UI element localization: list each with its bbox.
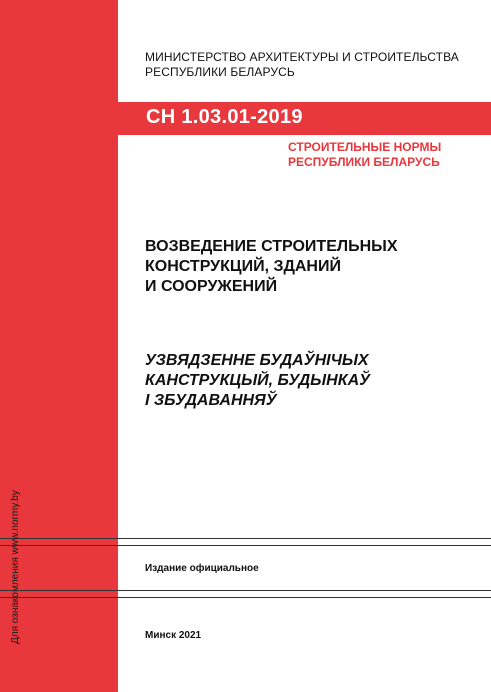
divider-line bbox=[0, 590, 491, 591]
edition-label: Издание официальное bbox=[145, 563, 259, 574]
ministry-line-1: МИНИСТЕРСТВО АРХИТЕКТУРЫ И СТРОИТЕЛЬСТВА bbox=[145, 50, 459, 64]
title-belarusian bbox=[145, 351, 370, 411]
title-ru-line-2: КОНСТРУКЦИЙ, ЗДАНИЙ bbox=[145, 258, 341, 275]
divider-line bbox=[0, 538, 491, 539]
title-by-line-1: УЗВЯДЗЕННЕ БУДАЎНІЧЫХ bbox=[145, 352, 369, 369]
ministry-line-2: РЕСПУБЛИКИ БЕЛАРУСЬ bbox=[145, 65, 295, 79]
divider-line bbox=[0, 597, 491, 598]
city-year-label: Минск 2021 bbox=[145, 630, 202, 641]
norms-line-1: СТРОИТЕЛЬНЫЕ НОРМЫ bbox=[288, 140, 442, 154]
ministry-heading bbox=[145, 50, 459, 80]
title-by-line-2: КАНСТРУКЦЫЙ, БУДЫНКАЎ bbox=[145, 372, 370, 389]
title-russian bbox=[145, 237, 398, 297]
norms-subtitle bbox=[288, 140, 441, 170]
title-ru-line-3: И СООРУЖЕНИЙ bbox=[145, 278, 278, 295]
norms-line-2: РЕСПУБЛИКИ БЕЛАРУСЬ bbox=[288, 155, 440, 169]
title-by-line-3: І ЗБУДАВАННЯЎ bbox=[145, 392, 277, 409]
document-code: СН 1.03.01-2019 bbox=[146, 106, 303, 128]
side-watermark-text: Для ознакомления www.normy.by bbox=[10, 490, 21, 644]
divider-line bbox=[0, 545, 491, 546]
title-ru-line-1: ВОЗВЕДЕНИЕ СТРОИТЕЛЬНЫХ bbox=[145, 238, 398, 255]
